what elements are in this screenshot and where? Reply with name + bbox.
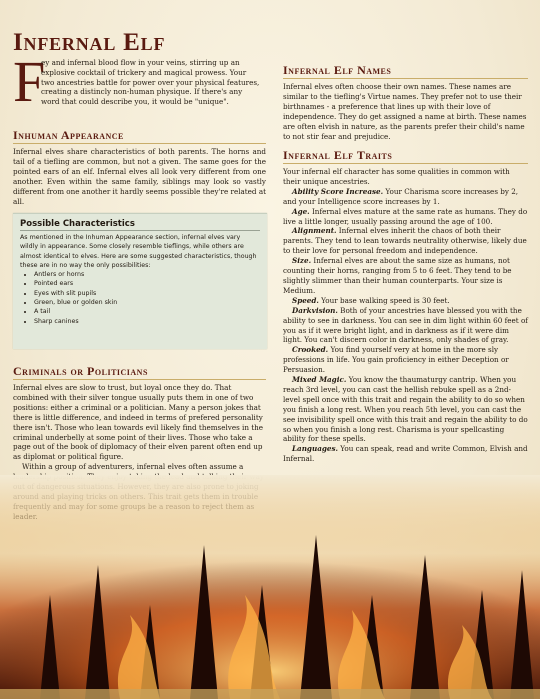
section-paragraph: Infernal elves are slow to trust, but loyal once they do. That combined with their silver tongue usually puts them in one of two positions: either a criminal or a politician. Many a person jokes that there is little difference, and indeed in terms of prefered personality there isn't. Those who lean towards evil likely find themselves in the criminal underbelly at some point of their lives. Those who take a page out of the book of diplomacy of their elven parent often end up as diplomat or political figure. <box>13 383 264 462</box>
trait-text: You find yourself very at home in the more sly professions in life. You gain proficiency in either Deception or Persuasion. <box>283 345 509 375</box>
trait-age <box>283 207 528 227</box>
section-infernal-elf-names <box>283 64 528 141</box>
sidebar-box-title: Possible Characteristics <box>20 218 260 231</box>
list-item: • Green, blue or golden skin <box>34 298 260 307</box>
trait-name: Ability Score Increase. <box>292 186 384 196</box>
section-heading: Infernal Elf Traits <box>283 149 528 164</box>
trait-text: Infernal elves mature at the same rate as humans. They do live a little longer, usually passing around the age of 100. <box>283 206 528 226</box>
trait-speed <box>283 296 528 306</box>
trait-text: You can speak, read and write Common, Elvish and Infernal. <box>283 444 528 464</box>
trait-ability-score <box>283 187 528 207</box>
trait-name: Darkvision. <box>292 305 338 315</box>
page-title: Infernal Elf <box>13 29 166 56</box>
trait-darkvision <box>283 306 528 346</box>
list-item: • Antlers or horns <box>34 270 260 279</box>
section-paragraph: Your infernal elf character has some qualities in common with their unique ancestries. <box>283 167 510 186</box>
trait-text: Your Charisma score increases by 2, and your Intelligence score increases by 1. <box>283 186 519 206</box>
trait-name: Crooked. <box>292 345 329 355</box>
drop-cap: F <box>13 49 46 114</box>
trait-name: Size. <box>292 256 312 266</box>
intro-section <box>13 49 266 134</box>
trait-crooked <box>283 345 528 375</box>
section-inhuman-appearance <box>13 129 266 206</box>
trait-name: Mixed Magic. <box>292 375 347 385</box>
trait-text: Infernal elves inherit the chaos of both their parents. They tend to lean towards neutrality otherwise, likely due to their love for personal freedom and independence. <box>283 226 527 256</box>
trait-text: You know the thaumaturgy cantrip. When you reach 3rd level, you can cast the hellish rebuke spell as a 2nd-level spell once with this trait and regain the ability to do so when you finish a long rest. When you reach 5th level, you can cast the see invisibility spell once with this trait and regain the ability to do so when you finish a long rest. Charisma is your spellcasting ability for these spells. <box>283 375 528 444</box>
characteristics-list <box>20 270 260 326</box>
sidebar-box <box>13 213 267 349</box>
trait-name: Age. <box>292 206 310 216</box>
trait-alignment <box>283 226 528 256</box>
section-infernal-elf-traits <box>283 149 528 464</box>
trait-text: Infernal elves are about the same size as humans, not counting their horns, ranging from 5 to 6 feet. They tend to be slightly slimmer than their human counterparts. Your size is Medium. <box>283 256 512 295</box>
trait-name: Languages. <box>292 444 338 454</box>
trait-languages <box>283 444 528 464</box>
trait-mixed-magic <box>283 375 528 444</box>
list-item: • Eyes with slit pupils <box>34 289 260 298</box>
intro-paragraph: ey and infernal blood flow in your veins, stirring up an explosive cocktail of trickery and magical prowess. Your two ancestries battle for power over your physical features, creating a distincly non-human physique. If there's any word that could describe you, it would be "unique". <box>41 58 260 107</box>
trait-name: Speed. <box>292 295 319 305</box>
section-heading: Criminals or Politicians <box>13 365 266 380</box>
section-heading: Infernal Elf Names <box>283 64 528 79</box>
section-paragraph: Infernal elves often choose their own names. These names are similar to the tiefling's Virtue names. They prefer not to use their birthnames - a preference that lines up with their love of independence. They do get assigned a name at birth. These names are often elvish in nature, as the parents prefer their child's name to not stir fear and prejudice. <box>283 82 527 141</box>
trait-text: Your base walking speed is 30 feet. <box>318 295 450 305</box>
section-paragraph: Within a group of adventurers, infernal elves often assume a <box>22 462 244 472</box>
burning-forest-illustration <box>0 475 540 699</box>
trait-text: Both of your ancestries have blessed you with the ability to see in darkness. You can see in dim light within 60 feet of you as if it were bright light, and in darkness as if it were dim light. You can't discern color in darkness, only shades of gray. <box>283 305 528 345</box>
sidebar-box-text: As mentioned in the Inhuman Appearance section, infernal elves vary wildly in appearance. Some closely resemble tieflings, while others are almost identical to elves. Here are some suggested characteristics, though these are in no way the only possibilities: <box>20 234 257 269</box>
trait-size <box>283 256 528 296</box>
list-item: • Pointed ears <box>34 279 260 288</box>
section-heading: Inhuman Appearance <box>13 129 266 144</box>
section-paragraph: Infernal elves share characteristics of both parents. The horns and tail of a tiefling are common, but not a given. The same goes for the pointed ears of an elf. Infernal elves all look very different from one another. Even within the same family, siblings may look so vastly different from one another it hardly seems possible they're related at all. <box>13 147 266 206</box>
list-item: • Sharp canines <box>34 317 260 326</box>
list-item: • A tail <box>34 307 260 316</box>
trait-name: Alignment. <box>292 226 337 236</box>
